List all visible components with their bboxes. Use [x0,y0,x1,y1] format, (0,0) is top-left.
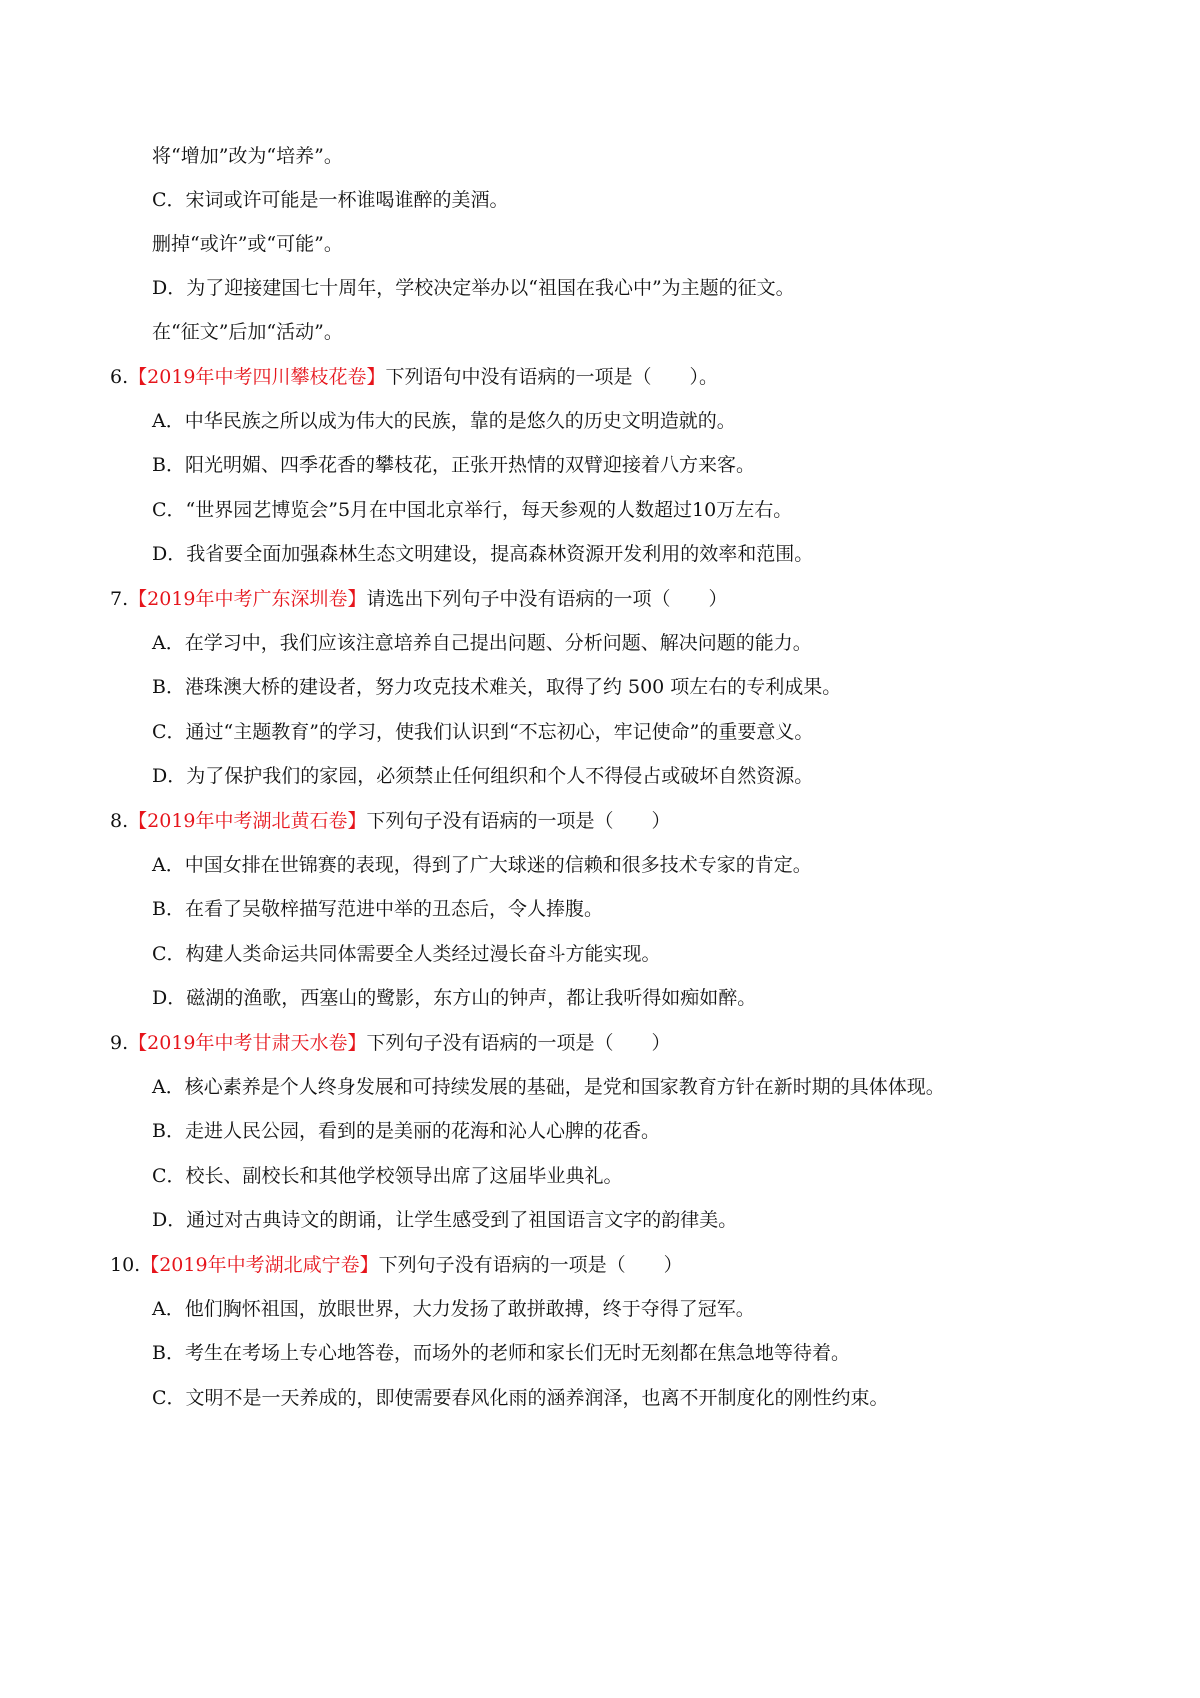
option-b: B．港珠澳大桥的建设者，努力攻克技术难关，取得了约 500 项左右的专利成果。 [152,676,842,698]
option-a: A．中国女排在世锦赛的表现，得到了广大球迷的信赖和很多技术专家的肯定。 [152,854,812,876]
option-d: D．磁湖的渔歌，西塞山的鹭影，东方山的钟声，都让我听得如痴如醉。 [152,987,757,1009]
option-d: D．我省要全面加强森林生态文明建设，提高森林资源开发利用的效率和范围。 [152,543,814,565]
question-stem: 请选出下列句子中没有语病的一项（ ） [366,588,728,610]
question-number: 7. [110,588,129,610]
question-7-header [110,586,728,612]
question-source: 【2019年中考广东深圳卷】 [128,588,367,610]
question-10-header [110,1252,683,1278]
option-c: C．校长、副校长和其他学校领导出席了这届毕业典礼。 [152,1165,623,1187]
question-source: 【2019年中考四川攀枝花卷】 [128,366,386,388]
option-c: C．文明不是一天养成的，即使需要春风化雨的涵养润泽，也离不开制度化的刚性约束。 [152,1387,889,1409]
question-number: 9. [110,1032,129,1054]
question-number: 8. [110,810,129,832]
option-c: C．“世界园艺博览会”5月在中国北京举行，每天参观的人数超过10万左右。 [152,499,793,521]
option-d: D．通过对古典诗文的朗诵，让学生感受到了祖国语言文字的韵律美。 [152,1209,738,1231]
question-stem: 下列句子没有语病的一项是（ ） [366,1032,671,1054]
question-6-header [110,364,718,390]
lead-line: D．为了迎接建国七十周年，学校决定举办以“祖国在我心中”为主题的征文。 [152,277,795,299]
question-source: 【2019年中考湖北咸宁卷】 [140,1254,379,1276]
option-a: A．中华民族之所以成为伟大的民族，靠的是悠久的历史文明造就的。 [152,410,736,432]
option-c: C．通过“主题教育”的学习，使我们认识到“不忘初心，牢记使命”的重要意义。 [152,721,814,743]
option-d: D．为了保护我们的家园，必须禁止任何组织和个人不得侵占或破坏自然资源。 [152,765,814,787]
lead-line: C．宋词或许可能是一杯谁喝谁醉的美酒。 [152,189,509,211]
option-b: B．阳光明媚、四季花香的攀枝花，正张开热情的双臂迎接着八方来客。 [152,454,755,476]
option-c: C．构建人类命运共同体需要全人类经过漫长奋斗方能实现。 [152,943,661,965]
question-8-header [110,808,671,834]
lead-line: 将“增加”改为“培养”。 [152,145,343,167]
question-stem: 下列语句中没有语病的一项是（ ）。 [385,366,719,388]
question-9-header [110,1030,671,1056]
question-number: 6. [110,366,129,388]
option-a: A．在学习中，我们应该注意培养自己提出问题、分析问题、解决问题的能力。 [152,632,812,654]
lead-line: 删掉“或许”或“可能”。 [152,233,343,255]
option-a: A．核心素养是个人终身发展和可持续发展的基础，是党和国家教育方针在新时期的具体体现。 [152,1076,945,1098]
option-b: B．考生在考场上专心地答卷，而场外的老师和家长们无时无刻都在焦急地等待着。 [152,1342,850,1364]
question-source: 【2019年中考甘肃天水卷】 [128,1032,367,1054]
option-a: A．他们胸怀祖国，放眼世界，大力发扬了敢拼敢搏，终于夺得了冠军。 [152,1298,755,1320]
option-b: B．走进人民公园，看到的是美丽的花海和沁人心脾的花香。 [152,1120,660,1142]
lead-line: 在“征文”后加“活动”。 [152,321,343,343]
question-stem: 下列句子没有语病的一项是（ ） [378,1254,683,1276]
question-stem: 下列句子没有语病的一项是（ ） [366,810,671,832]
option-b: B．在看了吴敬梓描写范进中举的丑态后，令人捧腹。 [152,898,603,920]
question-source: 【2019年中考湖北黄石卷】 [128,810,367,832]
question-number: 10. [110,1254,141,1276]
